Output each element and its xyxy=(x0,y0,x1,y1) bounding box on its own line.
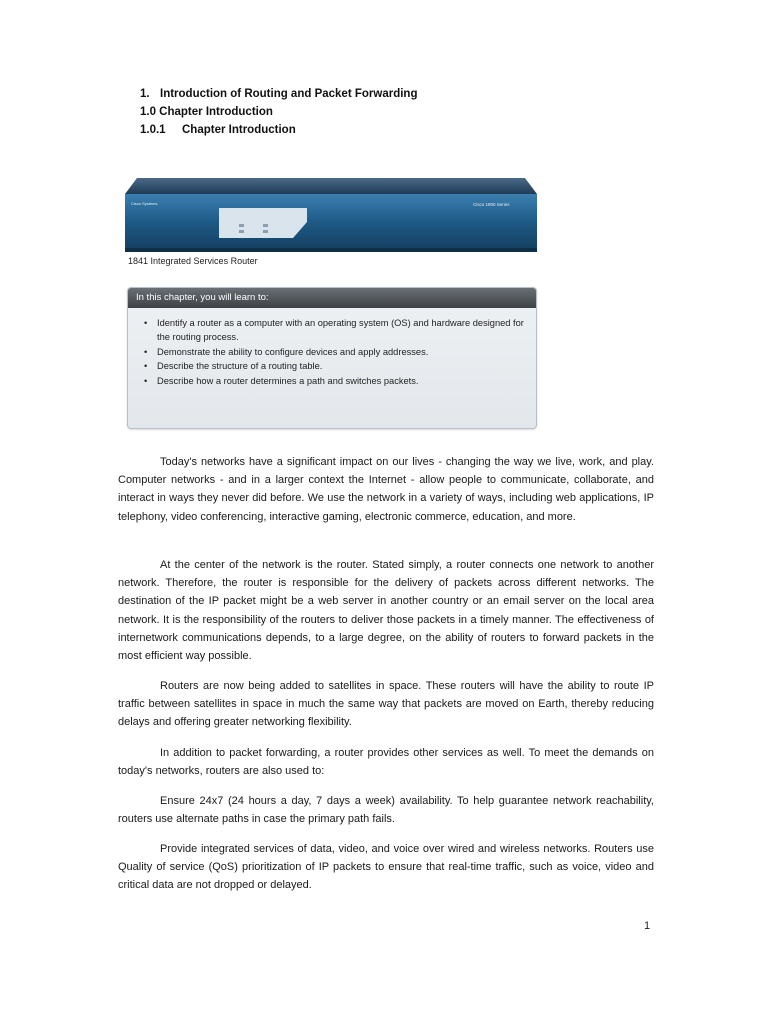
learning-objective-item: • Demonstrate the ability to configure devices and apply addresses. xyxy=(144,345,526,359)
router-illustration xyxy=(123,178,539,252)
router-base xyxy=(125,248,537,252)
router-top-surface xyxy=(125,178,537,194)
learning-objective-item: • Describe the structure of a routing table. xyxy=(144,359,526,373)
learning-objective-item: • Describe how a router determines a path and switches packets. xyxy=(144,374,526,388)
heading-level-1 xyxy=(140,88,417,100)
body-paragraph: At the center of the network is the router. Stated simply, a router connects one network to another network. Therefore, the router is responsible for the delivery of packets across different networks. The destination of the IP packet might be a web server in another country or an email server on the local area network. It is the responsibility of the routers to deliver those packets in a timely manner. The effectiveness of internetwork communications depends, to a large degree, on the ability of routers to forward packets in the most efficient way possible. xyxy=(118,559,654,663)
router-caption: 1841 Integrated Services Router xyxy=(128,256,258,266)
body-paragraph: Today's networks have a significant impact on our lives - changing the way we live, work, and play. Computer networks - and in a larger context the Internet - allow people to communicate, collaborate, and interact in ways they never did before. We use the network in a variety of ways, including web applications, IP telephony, video conferencing, interactive gaming, electronic commerce, education, and more. xyxy=(118,456,654,523)
router-model-label: Cisco 1800 Series xyxy=(473,202,510,207)
page-number: 1 xyxy=(644,920,651,932)
router-front-inset xyxy=(219,208,307,238)
router-image xyxy=(123,178,539,252)
bullet-icon: • xyxy=(144,346,148,357)
router-led xyxy=(239,224,244,227)
router-brand-label: Cisco Systems xyxy=(131,201,158,206)
body-paragraph: Ensure 24x7 (24 hours a day, 7 days a week) availability. To help guarantee network reachability, routers use alternate paths in case the primary path fails. xyxy=(118,795,654,826)
bullet-icon: • xyxy=(144,361,148,372)
learning-objectives-box xyxy=(127,287,537,429)
learning-objective-item: • Identify a router as a computer with an operating system (OS) and hardware designed for the routing process. xyxy=(144,318,524,343)
router-led xyxy=(239,230,244,233)
body-paragraph: In addition to packet forwarding, a router provides other services as well. To meet the demands on today's networks, routers are also used to: xyxy=(118,747,654,778)
heading-level-1-text: Introduction of Routing and Packet Forwarding xyxy=(160,88,418,100)
heading-level-3-number: 1.0.1 xyxy=(140,124,166,136)
router-led xyxy=(263,230,268,233)
body-paragraph: Provide integrated services of data, video, and voice over wired and wireless networks. Routers use Quality of service (QoS) prioritization of IP packets to ensure that real-time traffic, such as voice, video and critical data are not dropped or delayed. xyxy=(118,843,654,892)
bullet-icon: • xyxy=(144,318,148,328)
heading-level-3 xyxy=(140,124,296,136)
heading-level-3-text: Chapter Introduction xyxy=(182,124,296,136)
learning-objectives-list xyxy=(128,308,536,388)
bullet-icon: • xyxy=(144,375,148,386)
heading-level-2: 1.0 Chapter Introduction xyxy=(140,106,273,118)
learning-objectives-title: In this chapter, you will learn to: xyxy=(128,288,536,308)
heading-level-1-number: 1. xyxy=(140,88,150,100)
body-paragraph: Routers are now being added to satellites in space. These routers will have the ability to route IP traffic between satellites in space in much the same way that packets are moved on Earth, thereby reducing delays and offering greater networking flexibility. xyxy=(118,680,654,729)
router-led xyxy=(263,224,268,227)
